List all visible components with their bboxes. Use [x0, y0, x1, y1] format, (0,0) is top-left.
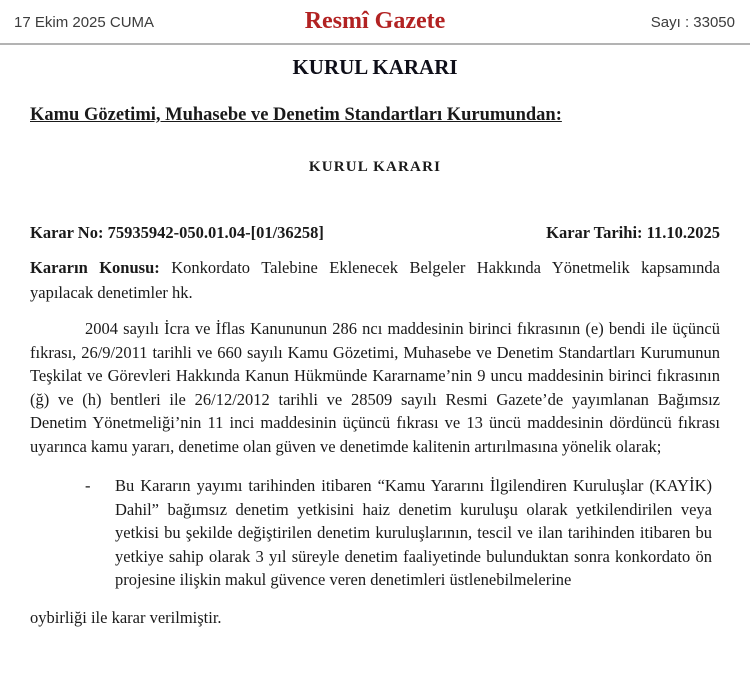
- gazette-title: Resmî Gazete: [304, 8, 446, 34]
- gazette-date: 17 Ekim 2025 CUMA: [14, 14, 155, 31]
- decision-heading: KURUL KARARI: [308, 159, 442, 175]
- decision-number: [30, 223, 324, 243]
- decision-date-label: Karar Tarihi:: [546, 223, 643, 242]
- decision-date: [546, 223, 720, 243]
- decision-subject-text: Konkordato Talebine Eklenecek Belgeler Hakkında Yönetmelik kapsamında yapılacak denetimler hk.: [30, 258, 720, 302]
- issue-number: Sayı : 33050: [650, 14, 735, 31]
- decision-subject: [30, 255, 720, 305]
- decision-meta-row: [30, 223, 720, 243]
- institution-heading: Kamu Gözetimi, Muhasebe ve Denetim Standartları Kurumundan:: [30, 105, 562, 125]
- decision-number-label: Karar No:: [30, 223, 104, 242]
- gazette-header: [0, 0, 750, 45]
- decision-date-value: 11.10.2025: [646, 223, 720, 242]
- section-title: KURUL KARARI: [292, 55, 458, 79]
- decision-subject-label: Kararın Konusu:: [30, 258, 160, 277]
- decision-document: [0, 105, 750, 628]
- decision-number-value: 75935942-050.01.04-[01/36258]: [107, 223, 324, 242]
- decision-paragraph: 2004 sayılı İcra ve İflas Kanununun 286 ncı maddesinin birinci fıkrasının (e) bendi ile üçüncü fıkrası, 26/9/2011 tarihli ve 660 sayılı Kamu Gözetimi, Muhasebe ve Denetim Standartları Kurumunun Teşkilat ve Görevleri Hakkında Kanun Hükmünde Kararname’nin 9 uncu maddesinin birinci fıkrasının (ğ) ve (h) bentleri ile 26/12/2012 tarihli ve 28509 sayılı Resmi Gazete’de yayımlanan Bağımsız Denetim Yönetmeliği’nin 11 inci maddesinin üçüncü fıkrası ve 13 üncü maddesinin dördüncü fıkrası uyarınca kamu yararı, denetime olan güven ve denetimde kalitenin artırılmasına yönelik olarak;: [30, 319, 720, 456]
- decision-bullet-item: [30, 474, 720, 592]
- closing-statement: oybirliği ile karar verilmiştir.: [30, 607, 222, 627]
- bullet-text: Bu Kararın yayımı tarihinden itibaren “Kamu Yararını İlgilendiren Kuruluşlar (KAYİK) Dahil” bağımsız denetim yetkisini haiz denetim kuruluşu olarak yetkilendirilen veya yetkisi bu şekilde değiştirilen denetim kuruluşlarının, tescil ve ilan tarihinden itibaren bu yetkiye sahip olarak 3 yıl süreyle denetim faaliyetinde bulunduktan sonra konkordato ön projesine ilişkin makul güvence veren denetimleri üstlenebilmelerine: [115, 476, 712, 589]
- bullet-dash-marker: -: [85, 476, 91, 495]
